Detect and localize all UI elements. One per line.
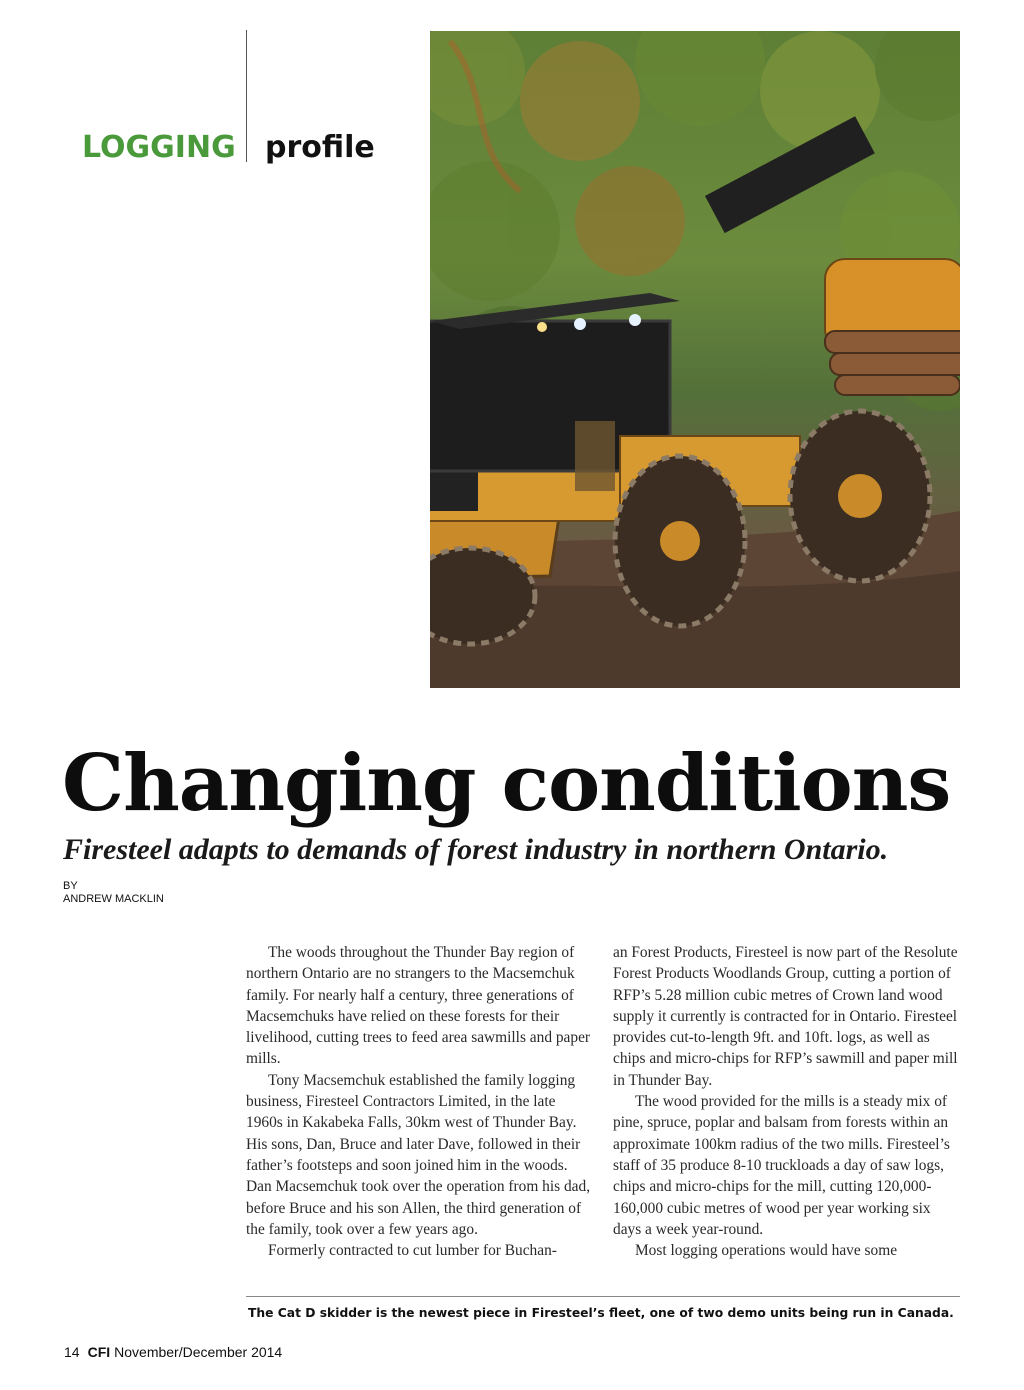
paragraph: The wood provided for the mills is a steady mix of pine, spruce, poplar and balsam from forests within an approximate 100km radius of the two mills. Firesteel’s staff of 35 produce 8-10 truckloads a day of saw logs, chips and micro-chips for the mill, cutting 120,000-160,000 cubic metres of wood per year working six days a week year-round.	[613, 1093, 950, 1238]
byline-prefix: BY	[63, 880, 78, 892]
headline: Changing conditions	[62, 738, 951, 829]
paragraph: The woods throughout the Thunder Bay region of northern Ontario are no strangers to the Macsemchuk family. For nearly half a century, three generations of Macsemchuks have relied on these forests for their livelihood, cutting trees to feed area sawmills and paper mills.	[246, 944, 591, 1068]
photo-caption: The Cat D skidder is the newest piece in Firesteel’s fleet, one of two demo units being run in Canada.	[248, 1306, 954, 1320]
page-number: 14	[64, 1344, 80, 1360]
page-footer	[64, 1344, 282, 1360]
byline	[63, 880, 164, 906]
caption-divider	[246, 1296, 960, 1297]
paragraph: Tony Macsemchuk established the family logging business, Firesteel Contractors Limited, in the late 1960s in Kakabeka Falls, 30km west of Thunder Bay. His sons, Dan, Bruce and later Dave, followed in their father’s footsteps and soon joined him in the woods. Dan Macsemchuk took over the operation from his dad, before Bruce and his son Allen, the third generation of the family, took over a few years ago.	[246, 1071, 591, 1238]
header-divider	[246, 30, 247, 162]
paragraph: an Forest Products, Firesteel is now part of the Resolute Forest Products Woodlands Group, cutting a portion of RFP’s 5.28 million cubic metres of Crown land wood supply it currently is contracted for in Ontario. Firesteel provides cut-to-length 9ft. and 10ft. logs, as well as chips and micro-chips for RFP’s sawmill and paper mill in Thunder Bay.	[613, 944, 958, 1089]
body-column-right	[613, 942, 961, 1261]
section-category: LOGGING	[82, 130, 236, 165]
paragraph: Formerly contracted to cut lumber for Buchan-	[268, 1242, 557, 1260]
deck: Firesteel adapts to demands of forest industry in northern Ontario.	[63, 833, 889, 866]
skidder-photo	[430, 31, 960, 688]
issue-date: November/December 2014	[114, 1344, 283, 1360]
section-type: profile	[265, 130, 375, 165]
magazine-name: CFI	[87, 1344, 111, 1360]
body-column-left	[246, 942, 594, 1261]
paragraph: Most logging operations would have some	[635, 1242, 898, 1260]
author-name: ANDREW MACKLIN	[63, 893, 164, 905]
